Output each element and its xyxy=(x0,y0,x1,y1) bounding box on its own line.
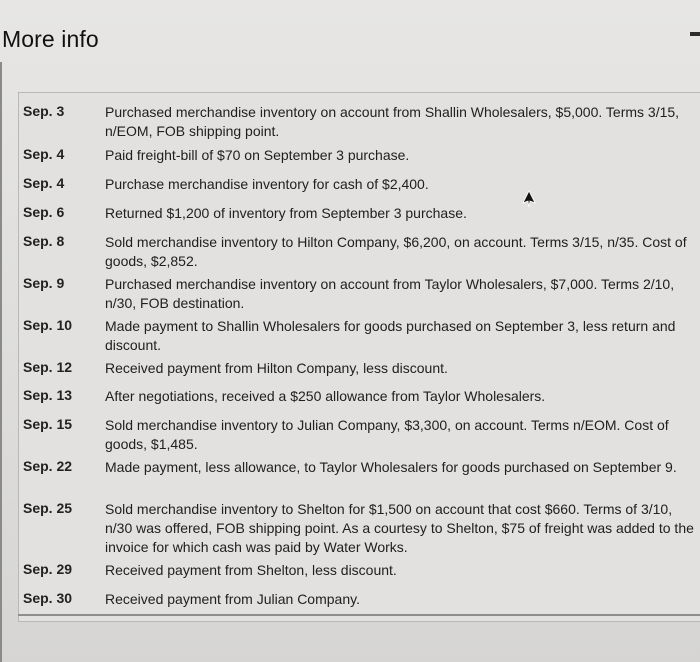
transaction-date: Sep. 4 xyxy=(23,146,65,162)
transaction-date: Sep. 30 xyxy=(23,590,73,606)
panel-bottom-divider xyxy=(18,614,700,616)
transaction-row xyxy=(19,500,700,555)
transaction-row xyxy=(19,204,700,224)
transaction-row xyxy=(19,275,700,311)
transaction-date: Sep. 29 xyxy=(23,561,73,577)
transaction-description: Made payment, less allowance, to Taylor Wholesalers for goods purchased on September 9. xyxy=(105,459,677,475)
transaction-row xyxy=(19,317,700,353)
transaction-description: After negotiations, received a $250 allowance from Taylor Wholesalers. xyxy=(105,388,546,404)
transaction-date: Sep. 9 xyxy=(23,275,65,291)
transaction-date: Sep. 22 xyxy=(23,458,73,474)
transaction-date: Sep. 6 xyxy=(23,204,65,220)
transaction-description: Received payment from Julian Company. xyxy=(105,591,360,607)
transaction-description: Paid freight-bill of $70 on September 3 purchase. xyxy=(105,147,410,163)
transaction-row xyxy=(19,590,700,610)
transaction-row xyxy=(19,175,700,195)
dialog-left-border xyxy=(0,62,2,662)
transaction-description: Sold merchandise inventory to Shelton for $1,500 on account that cost $660. Terms of 3/10, n/30 was offered, FOB shipping point. As a courtesy to Shelton, $75 of freight was added to the invoice for which cash was paid by Water Works. xyxy=(105,501,694,555)
transaction-date: Sep. 8 xyxy=(23,233,65,249)
transaction-row xyxy=(19,458,700,478)
transaction-description: Returned $1,200 of inventory from September 3 purchase. xyxy=(105,205,467,221)
transaction-description: Received payment from Shelton, less discount. xyxy=(105,562,397,578)
transaction-date: Sep. 10 xyxy=(23,317,73,333)
transaction-description: Sold merchandise inventory to Hilton Company, $6,200, on account. Terms 3/15, n/35. Cost of goods, $2,852. xyxy=(105,234,687,269)
transaction-row xyxy=(19,359,700,379)
transaction-date: Sep. 25 xyxy=(23,500,73,516)
dialog-title: More info xyxy=(2,26,99,52)
transaction-date: Sep. 4 xyxy=(23,175,65,191)
minimize-icon[interactable] xyxy=(690,32,700,36)
transaction-row xyxy=(19,416,700,452)
transaction-row xyxy=(19,233,700,269)
transaction-date: Sep. 15 xyxy=(23,416,73,432)
mouse-pointer-icon xyxy=(522,190,536,208)
transaction-description: Made payment to Shallin Wholesalers for goods purchased on September 3, less return and discount. xyxy=(105,318,676,353)
transaction-description: Sold merchandise inventory to Julian Company, $3,300, on account. Terms n/EOM. Cost of goods, $1,485. xyxy=(105,417,669,452)
transactions-panel xyxy=(18,92,700,622)
transaction-row xyxy=(19,146,700,166)
transaction-row xyxy=(19,387,700,407)
transaction-date: Sep. 3 xyxy=(23,103,65,119)
transaction-description: Purchased merchandise inventory on account from Taylor Wholesalers, $7,000. Terms 2/10, n/30, FOB destination. xyxy=(105,276,675,311)
transaction-date: Sep. 12 xyxy=(23,359,73,375)
transaction-row xyxy=(19,103,700,139)
transaction-description: Received payment from Hilton Company, less discount. xyxy=(105,360,448,376)
transaction-row xyxy=(19,561,700,581)
transaction-description: Purchase merchandise inventory for cash of $2,400. xyxy=(105,176,429,192)
transaction-date: Sep. 13 xyxy=(23,387,73,403)
transaction-description: Purchased merchandise inventory on account from Shallin Wholesalers, $5,000. Terms 3/15, n/EOM, FOB shipping point. xyxy=(105,104,680,139)
